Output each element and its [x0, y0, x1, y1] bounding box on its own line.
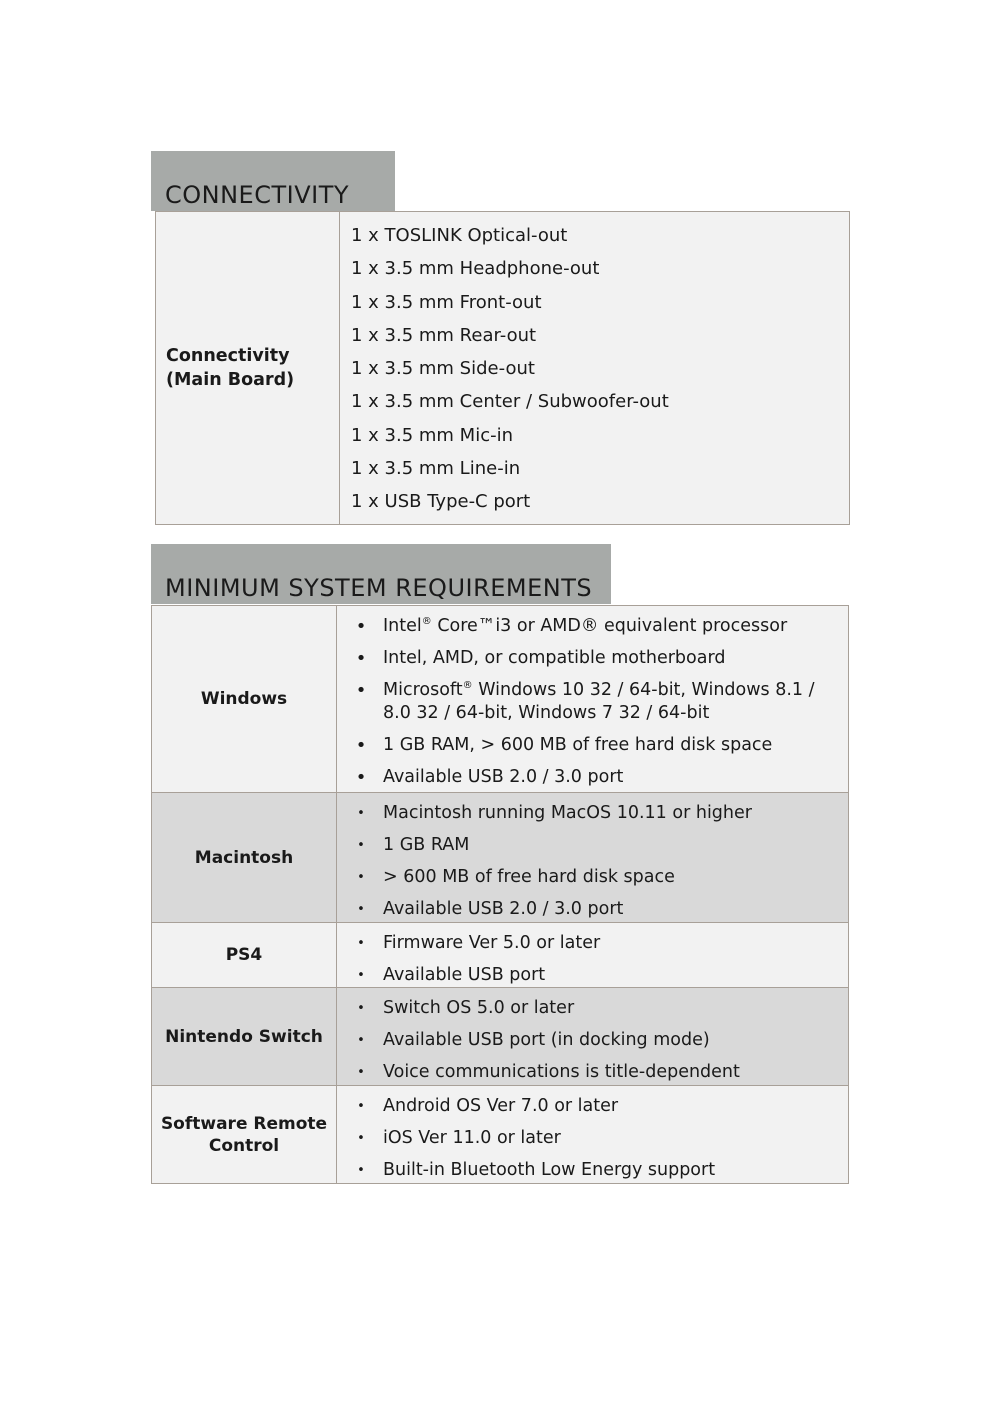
list-item: 1 x 3.5 mm Rear-out — [351, 324, 537, 346]
list-item: • Available USB 2.0 / 3.0 port — [337, 762, 838, 794]
list-item: • Available USB port (in docking mode) — [337, 1025, 838, 1057]
list-item: 1 x 3.5 mm Side-out — [351, 358, 535, 380]
table-row-macintosh — [152, 792, 848, 922]
list-item: • 1 GB RAM, > 600 MB of free hard disk space — [337, 730, 838, 762]
table-row-switch — [152, 987, 848, 1085]
table-row-ps4 — [152, 922, 848, 987]
row-label-windows: Windows — [152, 606, 337, 792]
list-item: 1 x 3.5 mm Headphone-out — [351, 258, 600, 280]
table-row-remote — [152, 1085, 848, 1183]
ps4-list — [337, 923, 848, 987]
bullet-icon: • — [357, 1131, 365, 1146]
row-label-ps4: PS4 — [152, 923, 337, 987]
list-item: • Available USB port — [337, 960, 838, 992]
connectivity-label-line2: (Main Board) — [166, 370, 295, 390]
macintosh-list — [337, 793, 848, 922]
list-item: • Firmware Ver 5.0 or later — [337, 928, 838, 960]
list-item: 1 x USB Type-C port — [351, 491, 531, 513]
list-item: • Macintosh running MacOS 10.11 or higher — [337, 798, 838, 830]
list-item: • 1 GB RAM — [337, 830, 838, 862]
row-label-remote: Software Remote Control — [152, 1086, 337, 1183]
list-item: • Built-in Bluetooth Low Energy support — [337, 1155, 838, 1187]
connectivity-table — [155, 211, 850, 525]
bullet-icon: • — [355, 735, 367, 756]
bullet-icon: • — [355, 767, 367, 788]
remote-list — [337, 1086, 848, 1183]
list-item: • Intel® Core™i3 or AMD® equivalent processor — [337, 611, 838, 643]
list-item: • Voice communications is title-dependent — [337, 1057, 838, 1089]
bullet-icon: • — [355, 616, 367, 637]
connectivity-list — [340, 212, 849, 524]
list-item: 1 x 3.5 mm Center / Subwoofer-out — [351, 391, 669, 413]
switch-list — [337, 988, 848, 1085]
bullet-icon: • — [357, 1001, 365, 1016]
list-item: • Switch OS 5.0 or later — [337, 993, 838, 1025]
bullet-icon: • — [357, 870, 365, 885]
requirements-table — [151, 605, 849, 1184]
connectivity-label-cell — [156, 212, 340, 524]
list-item: 1 x 3.5 mm Line-in — [351, 458, 521, 480]
bullet-icon: • — [357, 902, 365, 917]
requirements-heading: MINIMUM SYSTEM REQUIREMENTS — [151, 544, 611, 604]
connectivity-heading: CONNECTIVITY — [151, 151, 395, 211]
bullet-icon: • — [357, 806, 365, 821]
list-item: 1 x 3.5 mm Front-out — [351, 291, 542, 313]
list-item: • Available USB 2.0 / 3.0 port — [337, 894, 838, 926]
bullet-icon: • — [357, 1099, 365, 1114]
list-item: • > 600 MB of free hard disk space — [337, 862, 838, 894]
bullet-icon: • — [357, 936, 365, 951]
list-item: 1 x TOSLINK Optical-out — [351, 225, 568, 246]
bullet-icon: • — [357, 1065, 365, 1080]
table-row-windows — [152, 606, 848, 792]
bullet-icon: • — [357, 968, 365, 983]
bullet-icon: • — [355, 680, 367, 701]
connectivity-label-line1: Connectivity — [166, 346, 290, 366]
list-item: • Android OS Ver 7.0 or later — [337, 1091, 838, 1123]
list-item: • iOS Ver 11.0 or later — [337, 1123, 838, 1155]
bullet-icon: • — [357, 1033, 365, 1048]
windows-list — [337, 606, 848, 792]
row-label-switch: Nintendo Switch — [152, 988, 337, 1085]
bullet-icon: • — [357, 1163, 365, 1178]
bullet-icon: • — [355, 648, 367, 669]
list-item: 1 x 3.5 mm Mic-in — [351, 424, 514, 446]
bullet-icon: • — [357, 838, 365, 853]
list-item: • Intel, AMD, or compatible motherboard — [337, 643, 838, 675]
list-item: • Microsoft® Windows 10 32 / 64-bit, Windows 8.1 / 8.0 32 / 64-bit, Windows 7 32 / 64-bit — [337, 675, 838, 730]
row-label-macintosh: Macintosh — [152, 793, 337, 922]
